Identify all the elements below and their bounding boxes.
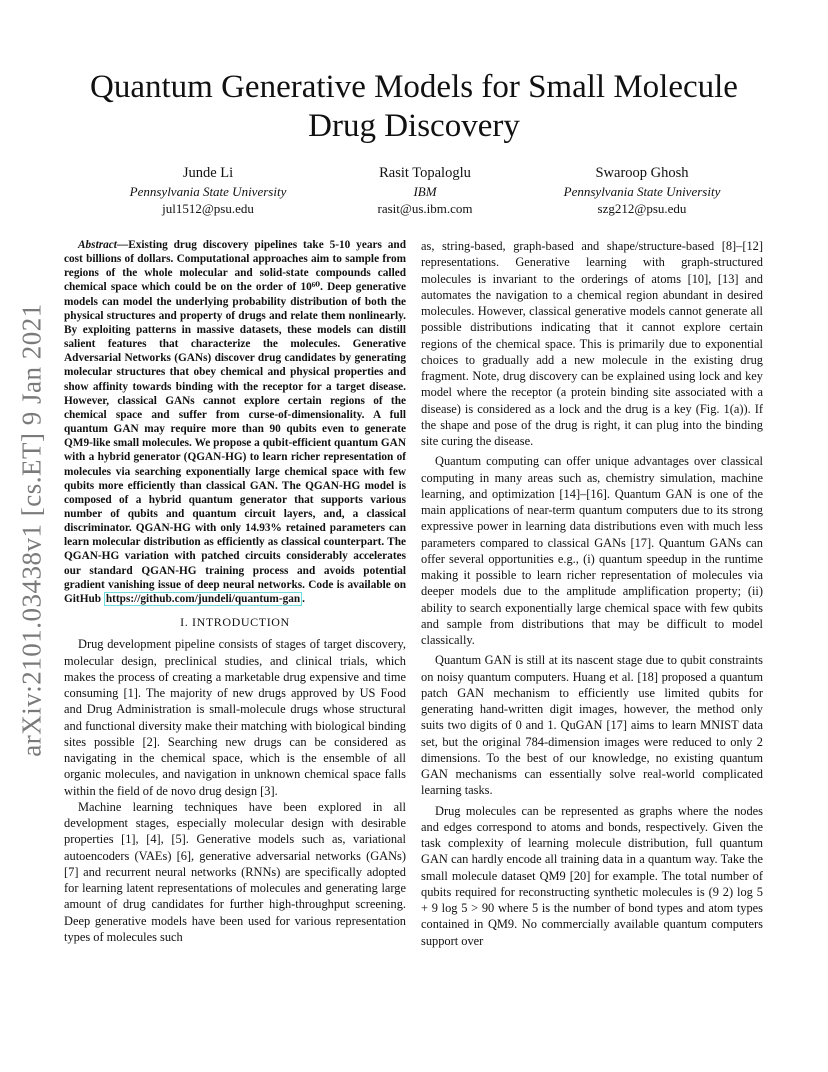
- github-link[interactable]: https://github.com/jundeli/quantum-gan: [105, 592, 301, 605]
- section-heading-introduction: I. INTRODUCTION: [180, 615, 290, 630]
- abstract: Abstract—Existing drug discovery pipelines take 5-10 years and cost billions of dollars. Computational approaches aim to sample from regions of the whole molecular and solid-state compounds called chemical space which could be on the order of 10⁶⁰. Deep generative models can model the underlying probability distribution of both the physical structures and property of drugs and relate them nonlinearly. By exploiting patterns in massive datasets, these models can distill salient features that characterize the molecules. Generative Adversarial Networks (GANs) discover drug candidates by generating molecular structures that obey chemical and physical properties and show affinity towards binding with the receptor for a target disease. However, classical GANs cannot explore certain regions of the chemical space and suffer from curse-of-dimensionality. A full quantum GAN may require more than 90 qubits even to generate QM9-like small molecules. We propose a qubit-efficient quantum GAN with a hybrid generator (QGAN-HG) to learn richer representation of molecules via searching exponentially large chemical space with few qubits more efficiently than classical GAN. The QGAN-HG model is composed of a hybrid quantum generator that supports various number of qubits and quantum circuit layers, and, a classical discriminator. QGAN-HG with only 14.93% retained parameters can learn molecular distribution as efficiently as classical counterpart. The QGAN-HG variation with patched circuits considerably accelerates our standard QGAN-HG training process and avoids potential gradient vanishing issue of deep neural networks. Code is available on GitHub https://github.com/jundeli/quantum-gan .: [64, 239, 406, 605]
- abstract-label: Abstract: [78, 239, 117, 251]
- paragraph: Quantum GAN is still at its nascent stage due to qubit constraints on noisy quantum computers. Huang et al. [18] proposed a quantum patch GAN mechanism to efficiently use limited qubits for generating hand-written digit images, however, the method only suits two digits of 0 and 1. QuGAN [17] aims to learn MNIST data set, but the original 784-dimension images were reduced to only 2 dimensions. To the best of our knowledge, no existing quantum GAN mechanisms can essentially solve real-world complicated learning tasks.: [421, 653, 763, 798]
- paragraph: Machine learning techniques have been explored in all development stages, especially molecular design with desirable properties [1], [4], [5]. Generative models such as, variational autoencoders (VAEs) [6], generative adversarial networks (GANs) [7] and recurrent neural networks (RNNs) are specifically adopted for learning latent representations of molecules and generating large amount of drug candidates for further high-throughput screening. Deep generative models have been used for various representation types of molecules such: [64, 799, 406, 944]
- arxiv-identifier: arXiv:2101.03438v1 [cs.ET] 9 Jan 2021: [16, 303, 47, 757]
- author-3: [534, 163, 750, 217]
- author-1: [100, 163, 316, 217]
- arxiv-identifier-margin: [8, 300, 56, 760]
- title-line-1: Quantum Generative Models for Small Molecule: [90, 69, 738, 105]
- paragraph: Drug molecules can be represented as graphs where the nodes and edges correspond to atoms and bonds, respectively. Given the task complexity of learning molecule distribution, full quantum GAN can hardly encode all training data in a quantum way. Take the small molecule dataset QM9 [20] for example. The total number of qubits required for reconstructing synthetic molecules is (9 2) log 5 + 9 log 5 > 90 where 5 is the number of bond types and atom types contained in QM9. No commercially available quantum computers support over: [421, 803, 763, 948]
- paragraph: Drug development pipeline consists of stages of target discovery, molecular design, preclinical studies, and clinical trials, which makes the process of creating a marketable drug expensive and time consuming [1]. The majority of new drugs approved by US Food and Drug Administration is small-molecule drugs whose structural and functional diversity make their matching with biological binding sites possible [2]. Searching new drugs can be considered as navigating in the chemical space, which is the ensemble of all organic molecules, and navigation in unknown chemical space falls within the field of de novo drug design [3].: [64, 637, 406, 798]
- right-column: [421, 238, 763, 949]
- author-email[interactable]: szg212@psu.edu: [597, 201, 687, 216]
- author-affiliation: Pennsylvania State University: [129, 184, 287, 199]
- author-affiliation: Pennsylvania State University: [563, 184, 721, 199]
- paper-title: [80, 68, 748, 146]
- left-column: [64, 238, 406, 945]
- paragraph: as, string-based, graph-based and shape/structure-based [8]–[12] representations. Generative learning with graph-structured molecules is invariant to the orderings of atoms [10], [13] and automates the navigation to a chemical region abundant in desired molecules. However, classical generative models cannot generate all possible distributions indicating that it cannot explore certain regions of the chemical space. This is primarily due to exponential choices to gradually add a new molecule in the existing drug fragment. Note, drug discovery can be explained using lock and key model where the receptor (a protein binding site associated with a disease) is considered as a lock and the drug is a key (Fig. 1(a)). If the shape and pose of the drug is right, it can plug into the binding site curing the disease.: [421, 239, 763, 448]
- author-email[interactable]: jul1512@psu.edu: [162, 201, 254, 216]
- abstract-text: —Existing drug discovery pipelines take 5-10 years and cost billions of dollars. Computational approaches aim to sample from regions of the whole molecular and solid-state compounds called chemical space which could be on the order of 10⁶⁰. Deep generative models can model the underlying probability distribution of both the physical structures and property of drugs and relate them nonlinearly. By exploiting patterns in massive datasets, these models can distill salient features that characterize the molecules. Generative Adversarial Networks (GANs) discover drug candidates by generating molecular structures that obey chemical and physical properties and show affinity towards binding with the receptor for a target disease. However, classical GANs cannot explore certain regions of the chemical space and suffer from curse-of-dimensionality. A full quantum GAN may require more than 90 qubits even to generate QM9-like small molecules. We propose a qubit-efficient quantum GAN with a hybrid generator (QGAN-HG) to learn richer representation of molecules via searching exponentially large chemical space with few qubits more efficiently than classical GAN. The QGAN-HG model is composed of a hybrid quantum generator that supports various number of qubits and quantum circuit layers, and, a classical discriminator. QGAN-HG with only 14.93% retained parameters can learn molecular distribution as efficiently as classical counterpart. The QGAN-HG variation with patched circuits considerably accelerates our standard QGAN-HG training process and avoids potential gradient vanishing issue of deep neural networks. Code is available on GitHub: [64, 239, 406, 605]
- author-block: [100, 163, 750, 217]
- author-name: Swaroop Ghosh: [595, 165, 689, 181]
- paragraph: Quantum computing can offer unique advantages over classical computing in many areas such as, chemistry simulation, machine learning, and optimization [14]–[16]. Quantum GAN is one of the main applications of near-term quantum computers due to its strong expressive power in learning data distributions even with much less parameters compared to classical GANs [17]. Quantum GANs can offer several opportunities e.g., (i) quantum speedup in the runtime making it possible to learn richer representation of molecules via deeper models due to the amplitude amplification property; (ii) ability to search exponentially large chemical space with few qubits and sample from distributions that may be difficult to model classically.: [421, 454, 763, 647]
- author-affiliation: IBM: [413, 184, 437, 199]
- author-name: Junde Li: [182, 165, 234, 181]
- author-name: Rasit Topaloglu: [379, 165, 471, 181]
- author-2: [317, 163, 533, 217]
- author-email[interactable]: rasit@us.ibm.com: [377, 201, 473, 216]
- title-line-2: Drug Discovery: [308, 108, 520, 144]
